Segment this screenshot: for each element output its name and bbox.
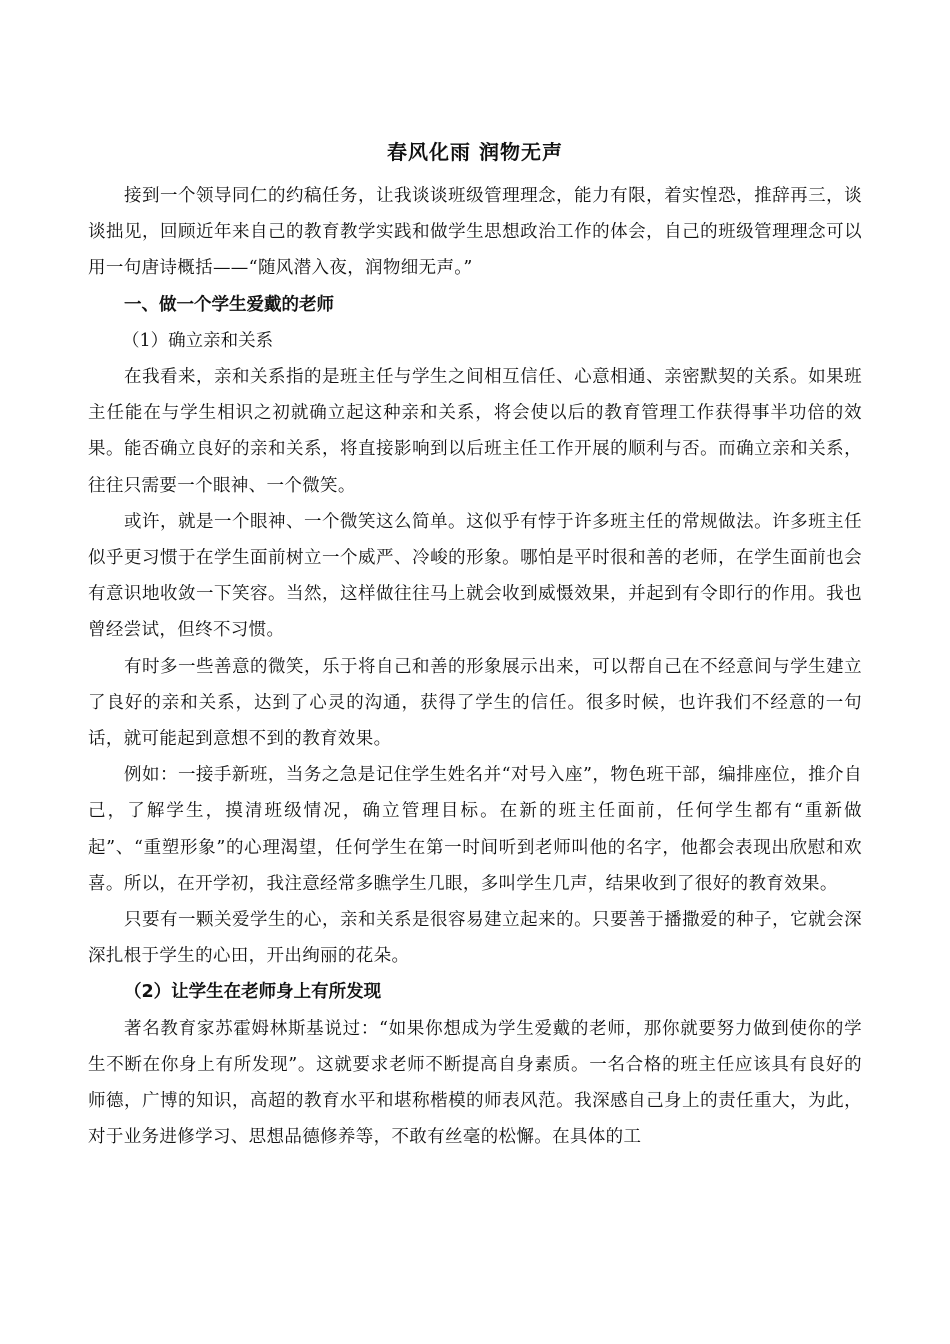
document-title: 春风化雨 润物无声 xyxy=(387,140,563,164)
subsection-heading-2: （2）让学生在老师身上有所发现 xyxy=(124,982,382,1003)
body-paragraph: 或许，就是一个眼神、一个微笑这么简单。这似乎有悖于许多班主任的常规做法。许多班主任似乎更习惯于在学生面前树立一个威严、冷峻的形象。哪怕是平时很和善的老师，在学生面前也会有意识地收敛一下笑容。当然，这样做往往马上就会收到威慑效果，并起到有令即行的作用。我也曾经尝试，但终不习惯。 xyxy=(88,511,862,641)
body-paragraph: 只要有一颗关爱学生的心，亲和关系是很容易建立起来的。只要善于播撒爱的种子，它就会深深扎根于学生的心田，开出绚丽的花朵。 xyxy=(88,910,862,967)
section-heading: 一、做一个学生爱戴的老师 xyxy=(124,294,334,315)
intro-paragraph: 接到一个领导同仁的约稿任务，让我谈谈班级管理理念，能力有限，着实惶恐，推辞再三，谈谈拙见，回顾近年来自己的教育教学实践和做学生思想政治工作的体会，自己的班级管理理念可以用一句唐诗概括——“随风潜入夜，润物细无声。” xyxy=(88,186,862,279)
body-paragraph: 有时多一些善意的微笑，乐于将自己和善的形象展示出来，可以帮自己在不经意间与学生建立了良好的亲和关系，达到了心灵的沟通，获得了学生的信任。很多时候，也许我们不经意的一句话，就可能起到意想不到的教育效果。 xyxy=(88,656,862,750)
body-paragraph: 例如：一接手新班，当务之急是记住学生姓名并“对号入座”，物色班干部，编排座位，推介自己，了解学生，摸清班级情况，确立管理目标。在新的班主任面前，任何学生都有“重新做起”、“重塑形象”的心理渴望，任何学生在第一时间听到老师叫他的名字，他都会表现出欣慰和欢喜。所以，在开学初，我注意经常多瞧学生几眼，多叫学生几声，结果收到了很好的教育效果。 xyxy=(88,765,862,894)
body-paragraph: 著名教育家苏霍姆林斯基说过：“如果你想成为学生爱戴的老师，那你就要努力做到使你的学生不断在你身上有所发现”。这就要求老师不断提高自身素质。一名合格的班主任应该具有良好的师德，广博的知识，高超的教育水平和堪称楷模的师表风范。我深感自己身上的责任重大，为此，对于业务进修学习、思想品德修养等，不敢有丝毫的松懈。在具体的工 xyxy=(88,1018,862,1148)
body-paragraph: 在我看来，亲和关系指的是班主任与学生之间相互信任、心意相通、亲密默契的关系。如果班主任能在与学生相识之初就确立起这种亲和关系，将会使以后的教育管理工作获得事半功倍的效果。能否确立良好的亲和关系，将直接影响到以后班主任工作开展的顺利与否。而确立亲和关系，往往只需要一个眼神、一个微笑。 xyxy=(88,367,862,496)
subsection-heading-1: （1）确立亲和关系 xyxy=(122,330,274,351)
